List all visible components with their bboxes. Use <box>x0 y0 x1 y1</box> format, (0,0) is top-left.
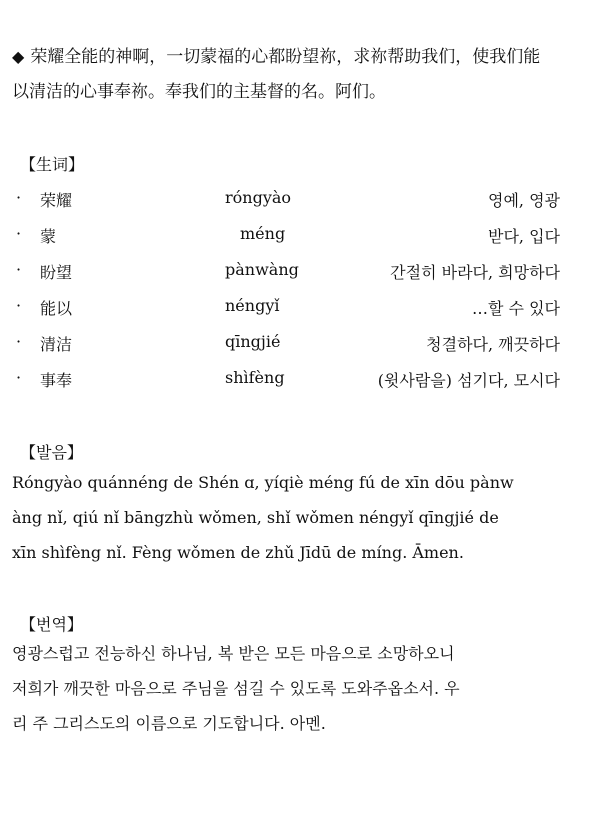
vocab-row <box>12 360 606 396</box>
vocab-pinyin: pànwàng <box>225 260 299 279</box>
vocab-meaning: 청결하다, 깨끗하다 <box>426 335 560 354</box>
translation-text <box>12 636 596 741</box>
vocab-pinyin: néngyǐ <box>225 296 280 315</box>
translation-line-2: 저희가 깨끗한 마음으로 주님을 섬길 수 있도록 도와주옵소서. 우 <box>12 679 460 698</box>
vocab-meaning: (윗사람을) 섬기다, 모시다 <box>377 371 560 390</box>
prayer-line-1: 荣耀全能的神啊，一切蒙福的心都盼望祢，求祢帮助我们，使我们能 <box>30 47 541 67</box>
vocab-list <box>12 180 606 396</box>
vocab-pinyin: shìfèng <box>225 368 285 387</box>
vocab-word: 盼望 <box>40 263 73 282</box>
pronunciation-line-2: àng nǐ, qiú nǐ bāngzhù wǒmen, shǐ wǒmen néngyǐ qīngjié de <box>12 508 499 527</box>
vocab-pinyin: méng <box>240 224 286 243</box>
vocab-row <box>12 288 606 324</box>
pronunciation-text <box>12 465 596 570</box>
vocab-pinyin: róngyào <box>225 188 292 207</box>
vocab-heading: 【生词】 <box>20 155 85 174</box>
bullet-dot-icon: · <box>16 224 22 243</box>
prayer-line <box>12 39 596 75</box>
vocab-word: 能以 <box>40 299 73 318</box>
bullet-dot-icon: · <box>16 188 22 207</box>
vocab-word: 蒙 <box>40 227 57 246</box>
translation-heading: 【번역】 <box>20 615 83 634</box>
pronunciation-line-1: Róngyào quánnéng de Shén ɑ, yíqiè méng fú de xīn dōu pànw <box>12 473 514 492</box>
pronunciation-line-3: xīn shìfèng nǐ. Fèng wǒmen de zhǔ Jīdū de míng. Āmen. <box>12 543 464 562</box>
vocab-meaning: 영예, 영광 <box>488 191 560 210</box>
vocab-pinyin: qīngjié <box>225 332 281 351</box>
vocab-meaning: …할 수 있다 <box>472 299 560 318</box>
vocab-row <box>12 216 606 252</box>
prayer-text <box>12 39 596 110</box>
vocab-word: 清洁 <box>40 335 73 354</box>
vocab-meaning: 받다, 입다 <box>488 227 560 246</box>
bullet-dot-icon: · <box>16 296 22 315</box>
bullet-dot-icon: · <box>16 332 22 351</box>
pronunciation-heading: 【발음】 <box>20 443 83 462</box>
vocab-row <box>12 180 606 216</box>
vocab-word: 事奉 <box>40 371 73 390</box>
prayer-line-2: 以清洁的心事奉祢。奉我们的主基督的名。阿们。 <box>12 82 386 102</box>
translation-line-3: 리 주 그리스도의 이름으로 기도합니다. 아멘. <box>12 714 326 733</box>
bullet-dot-icon: · <box>16 368 22 387</box>
diamond-bullet-icon: ◆ <box>12 47 25 66</box>
bullet-dot-icon: · <box>16 260 22 279</box>
vocab-row <box>12 252 606 288</box>
vocab-meaning: 간절히 바라다, 희망하다 <box>390 263 560 282</box>
translation-line-1: 영광스럽고 전능하신 하나님, 복 받은 모든 마음으로 소망하오니 <box>12 644 455 663</box>
vocab-word: 荣耀 <box>40 191 73 210</box>
vocab-row <box>12 324 606 360</box>
